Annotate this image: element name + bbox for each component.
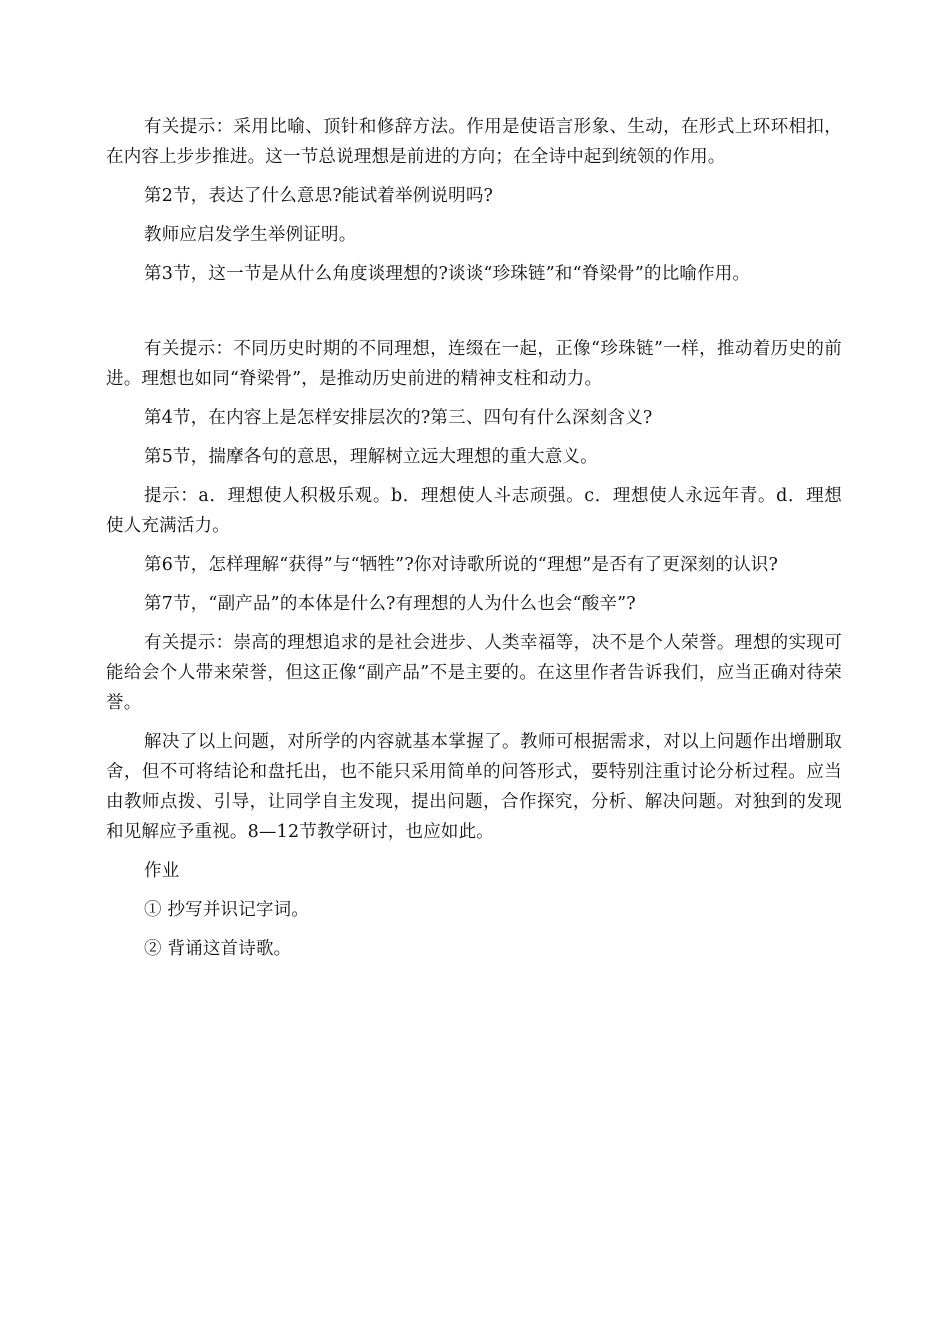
paragraph-question-section-7: 第7节，“副产品”的本体是什么?有理想的人为什么也会“酸辛”?: [144, 594, 636, 614]
paragraph-teacher-note: 教师应启发学生举例证明。: [144, 225, 357, 245]
paragraph-question-section-4: 第4节，在内容上是怎样安排层次的?第三、四句有什么深刻含义?: [144, 408, 653, 428]
paragraph-hint-section-1: 有关提示：采用比喻、顶针和修辞方法。作用是使语言形象、生动，在形式上环环相扣，在内容上步步推进。这一节总说理想是前进的方向；在全诗中起到统领的作用。: [106, 117, 842, 167]
homework-item-1: ① 抄写并识记字词。: [144, 900, 310, 920]
paragraph-question-section-3: 第3节，这一节是从什么角度谈理想的?谈谈“珍珠链”和“脊梁骨”的比喻作用。: [144, 264, 751, 284]
homework-heading: 作业: [144, 861, 180, 881]
paragraph-question-section-6: 第6节，怎样理解“获得”与“牺牲”?你对诗歌所说的“理想”是否有了更深刻的认识?: [144, 555, 779, 575]
paragraph-hint-section-3: 有关提示：不同历史时期的不同理想，连缀在一起，正像“珍珠链”一样，推动着历史的前进。理想也如同“脊梁骨”，是推动历史前进的精神支柱和动力。: [106, 339, 842, 389]
document-body: [106, 112, 842, 964]
paragraph-hint-section-5: 提示：a．理想使人积极乐观。b．理想使人斗志顽强。c．理想使人永远年青。d．理想使人充满活力。: [106, 486, 842, 536]
homework-item-2: ② 背诵这首诗歌。: [144, 939, 292, 959]
paragraph-summary: 解决了以上问题，对所学的内容就基本掌握了。教师可根据需求，对以上问题作出增删取舍，但不可将结论和盘托出，也不能只采用简单的问答形式，要特别注重讨论分析过程。应当由教师点拨、引导，让同学自主发现，提出问题，合作探究，分析、解决问题。对独到的发现和见解应予重视。8—12节教学研讨，也应如此。: [106, 732, 842, 842]
paragraph-question-section-2: 第2节，表达了什么意思?能试着举例说明吗?: [144, 186, 494, 206]
paragraph-hint-section-7: 有关提示：崇高的理想追求的是社会进步、人类幸福等，决不是个人荣誉。理想的实现可能给会个人带来荣誉，但这正像“副产品”不是主要的。在这里作者告诉我们，应当正确对待荣誉。: [106, 633, 842, 713]
paragraph-question-section-5: 第5节，揣摩各句的意思，理解树立远大理想的重大意义。: [144, 447, 598, 467]
